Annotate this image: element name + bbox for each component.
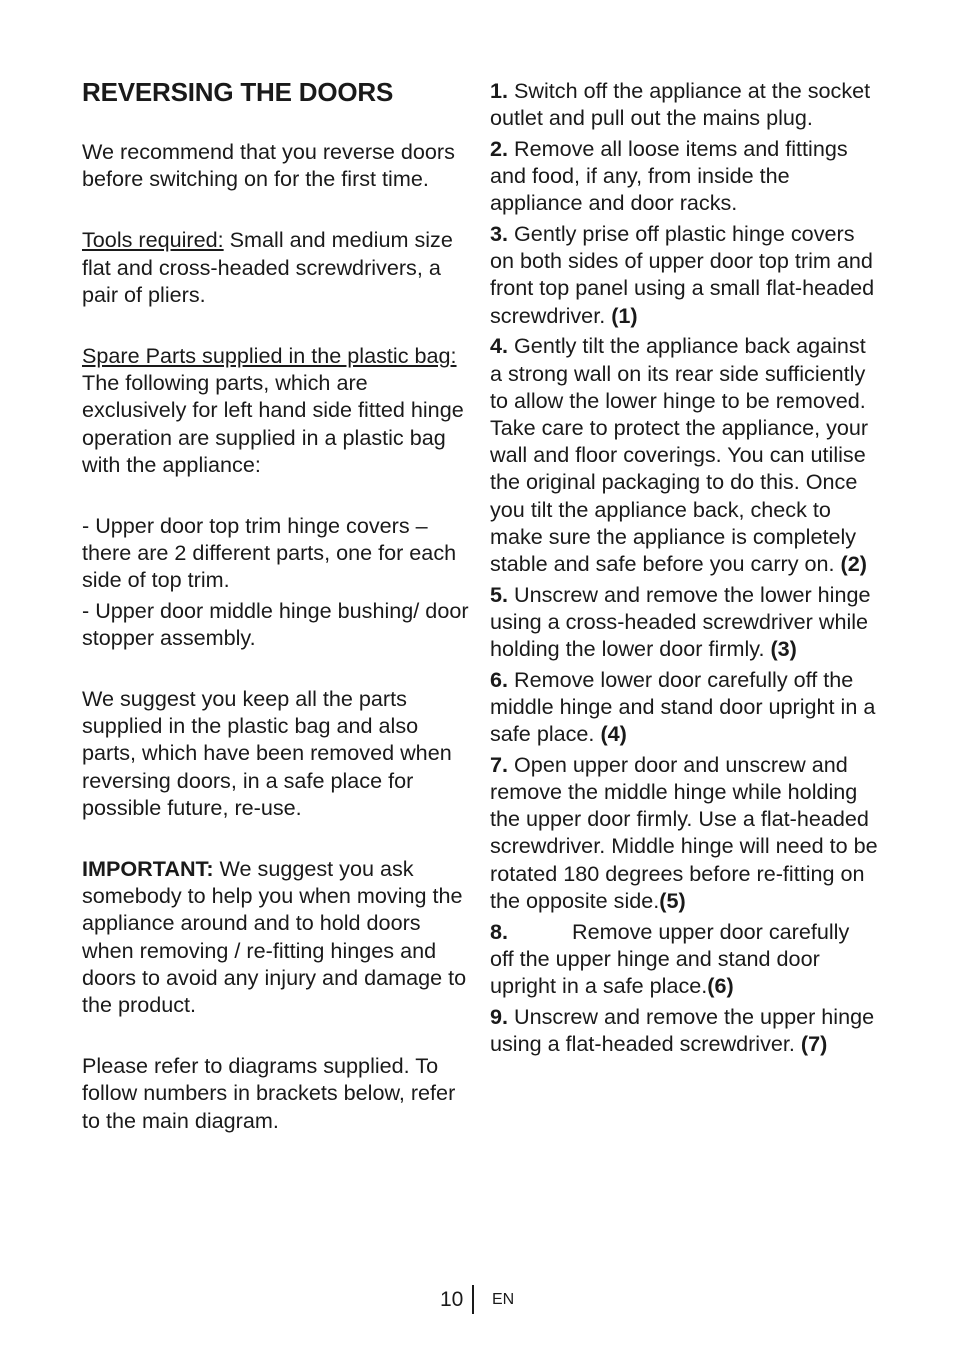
step-number: 3. [490, 221, 509, 247]
step-item [490, 918, 878, 1000]
step-text: Gently prise off plastic hinge covers on both sides of upper door top trim and front top panel using a small flat-headed screwdriver. [490, 221, 875, 328]
step-item [490, 666, 878, 748]
intro-paragraph: We recommend that you reverse doors before switching on for the first time. [82, 139, 455, 192]
refer-paragraph: Please refer to diagrams supplied. To follow numbers in brackets below, refer to the main diagram. [82, 1053, 456, 1133]
spare-parts-text: The following parts, which are exclusively for left hand side fitted hinge operation are supplied in a plastic bag with the appliance: [82, 370, 464, 477]
step-number: 6. [490, 666, 509, 692]
steps-column [490, 76, 878, 1061]
step-item [490, 332, 878, 577]
step-figure-ref: (7) [800, 1030, 828, 1056]
step-item [490, 77, 878, 131]
step-item [490, 751, 878, 914]
step-number: 8. [490, 918, 509, 944]
left-column [82, 76, 474, 1134]
step-item [490, 1003, 878, 1057]
step-text: Remove upper door carefully off the upper hinge and stand door upright in a safe place. [490, 918, 850, 998]
tools-label: Tools required: [82, 227, 224, 253]
page-number: 10 [440, 1288, 464, 1311]
page-title: REVERSING THE DOORS [82, 77, 394, 107]
tools-text: Small and medium size flat and cross-headed screwdrivers, a pair of pliers. [82, 227, 453, 307]
step-text: Remove lower door carefully off the middle hinge and stand door upright in a safe place. [490, 666, 876, 747]
step-number: 5. [490, 581, 509, 607]
important-label: IMPORTANT: [82, 856, 214, 882]
page-footer [0, 1285, 954, 1315]
step-number: 1. [490, 78, 509, 103]
step-item [490, 135, 878, 217]
step-figure-ref: (6) [707, 973, 734, 998]
step-text: Gently tilt the appliance back against a strong wall on its rear side sufficiently to allow the lower hinge to be removed. Take care to protect the appliance, your wall and floor coverings. You can utilise the original packaging to do this. Once you tilt the appliance back, check to make sure the appliance is completely stable and safe before you carry on. [490, 333, 869, 576]
spare-part-item: - Upper door middle hinge bushing/ door stopper assembly. [82, 597, 469, 650]
suggest-paragraph: We suggest you keep all the parts supplied in the plastic bag and also parts, which have been removed when reversing doors, in a safe place for possible future, re-use. [82, 686, 452, 820]
step-text: Unscrew and remove the upper hinge using a flat-headed screwdriver. [490, 1003, 875, 1056]
step-text: Remove all loose items and fittings and food, if any, from inside the appliance and door racks. [490, 135, 848, 216]
step-figure-ref: (4) [600, 721, 627, 747]
tools-paragraph [82, 226, 474, 308]
spare-parts-label: Spare Parts supplied in the plastic bag: [82, 343, 457, 369]
step-figure-ref: (3) [770, 636, 797, 662]
step-figure-ref: (2) [840, 550, 867, 576]
step-text: Open upper door and unscrew and remove the middle hinge while holding the upper door firmly. Use a flat-headed screwdriver. Middle hinge will need to be rotated 180 degrees before re-fitting on the opposite side. [490, 751, 878, 913]
step-figure-ref: (1) [611, 302, 638, 328]
step-number: 7. [490, 751, 509, 777]
step-number: 4. [490, 333, 509, 359]
step-item [490, 581, 878, 663]
language-code: EN [492, 1291, 515, 1308]
step-text: Switch off the appliance at the socket outlet and pull out the mains plug. [490, 78, 871, 131]
spare-parts-paragraph [82, 342, 474, 478]
step-text: Unscrew and remove the lower hinge using a cross-headed screwdriver while holding the lower door firmly. [490, 581, 871, 662]
step-figure-ref: (5) [659, 887, 686, 913]
footer-divider [472, 1285, 474, 1314]
step-number: 2. [490, 135, 509, 161]
step-item [490, 220, 878, 329]
important-paragraph [82, 855, 474, 1018]
important-text: We suggest you ask somebody to help you when moving the appliance around and to hold doors when removing / re-fitting hinges and doors to avoid any injury and damage to the product. [82, 856, 467, 1018]
spare-part-item: - Upper door top trim hinge covers – there are 2 different parts, one for each side of top trim. [82, 513, 457, 593]
step-number: 9. [490, 1003, 509, 1029]
